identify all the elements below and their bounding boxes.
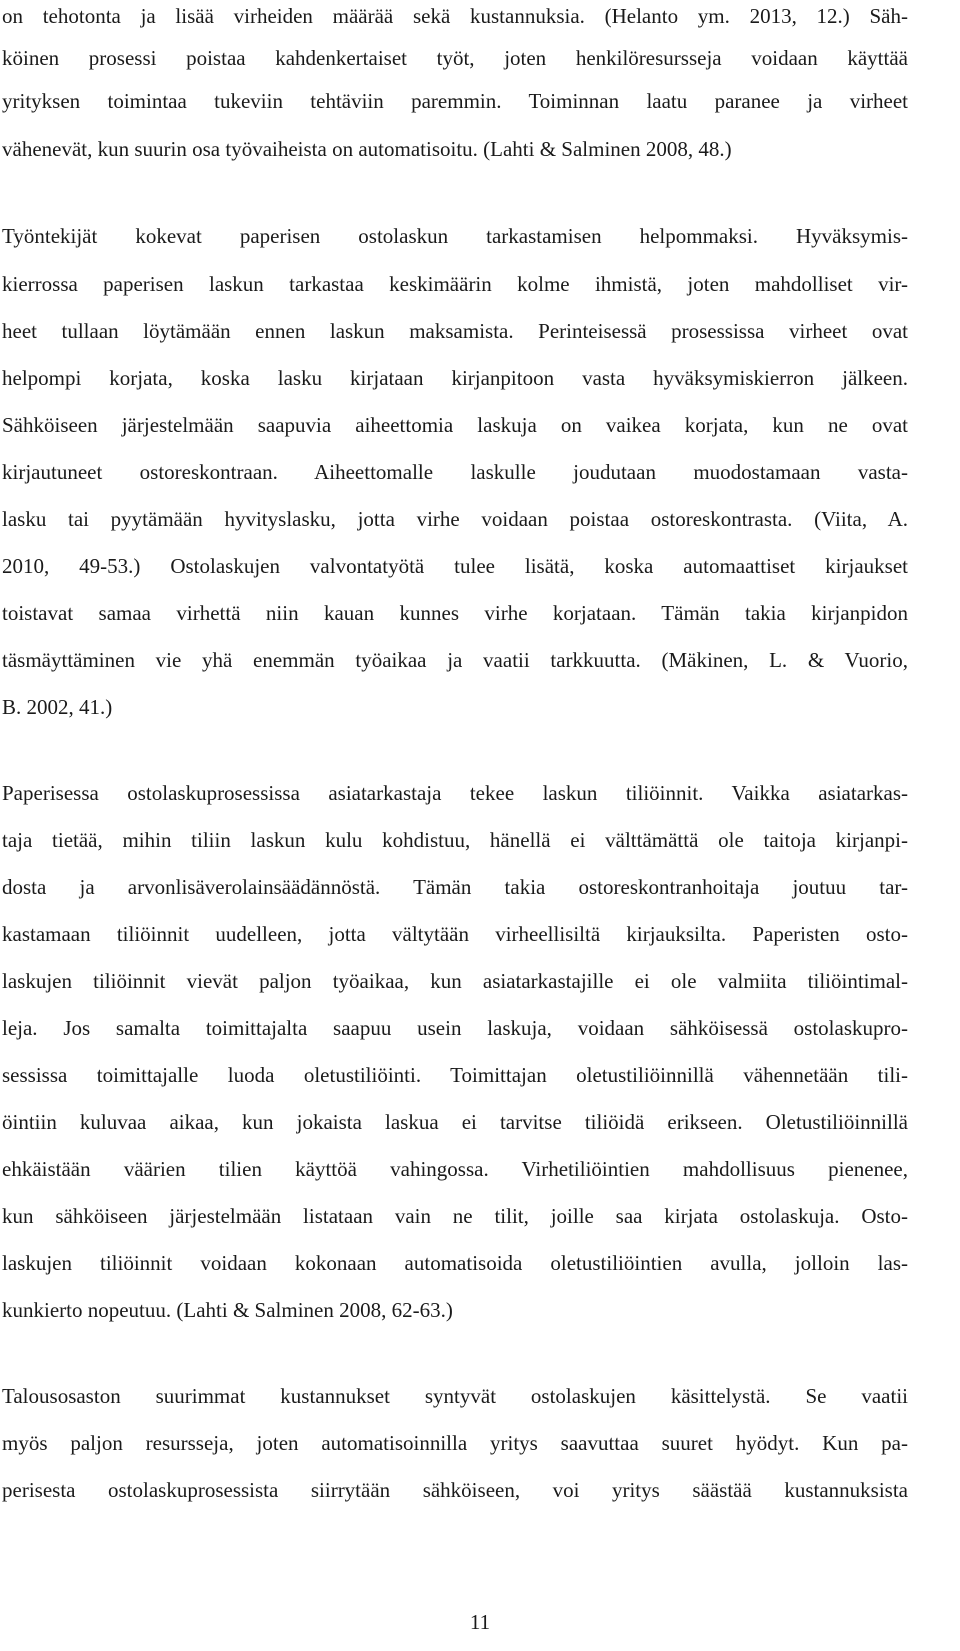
paragraph-line: täsmäyttäminen vie yhä enemmän työaikaa ja vaatii tarkkuutta. (Mäkinen, L. & Vuorio,	[2, 648, 908, 672]
paragraph-line: taja tietää, mihin tiliin laskun kulu kohdistuu, hänellä ei välttämättä ole taitoja kirjanpi-	[2, 828, 908, 852]
paragraph-line: kunkierto nopeutuu. (Lahti & Salminen 2008, 62-63.)	[2, 1298, 453, 1322]
paragraph-line: on tehotonta ja lisää virheiden määrää sekä kustannuksia. (Helanto ym. 2013, 12.) Säh-	[2, 4, 908, 28]
paragraph-line: lasku tai pyytämään hyvityslasku, jotta virhe voidaan poistaa ostoreskontrasta. (Viita, A.	[2, 507, 908, 531]
paragraph-line: 2010, 49-53.) Ostolaskujen valvontatyötä tulee lisätä, koska automaattiset kirjaukset	[2, 554, 908, 578]
paragraph-line: sessissa toimittajalle luoda oletustiliöinti. Toimittajan oletustiliöinnillä vähennetään tili-	[2, 1063, 908, 1087]
paragraph-line: köinen prosessi poistaa kahdenkertaiset työt, joten henkilöresursseja voidaan käyttää	[2, 46, 908, 70]
paragraph-line: Sähköiseen järjestelmään saapuvia aiheettomia laskuja on vaikea korjata, kun ne ovat	[2, 413, 908, 437]
paragraph-line: vähenevät, kun suurin osa työvaiheista on automatisoitu. (Lahti & Salminen 2008, 48.)	[2, 137, 732, 161]
paragraph-line: öintiin kuluvaa aikaa, kun jokaista laskua ei tarvitse tiliöidä erikseen. Oletustiliöinnillä	[2, 1110, 908, 1134]
paragraph-line: dosta ja arvonlisäverolainsäädännöstä. Tämän takia ostoreskontranhoitaja joutuu tar-	[2, 875, 908, 899]
paragraph-line: kun sähköiseen järjestelmään listataan vain ne tilit, joille saa kirjata ostolaskuja. Osto-	[2, 1204, 908, 1228]
paragraph-line: B. 2002, 41.)	[2, 695, 113, 719]
paragraph-line: heet tullaan löytämään ennen laskun maksamista. Perinteisessä prosessissa virheet ovat	[2, 319, 908, 343]
paragraph-line: laskujen tiliöinnit voidaan kokonaan automatisoida oletustiliöintien avulla, jolloin las-	[2, 1251, 908, 1275]
paragraph-line: ehkäistään väärien tilien käyttöä vahingossa. Virhetiliöintien mahdollisuus pienenee,	[2, 1157, 908, 1181]
paragraph-line: Talousosaston suurimmat kustannukset syntyvät ostolaskujen käsittelystä. Se vaatii	[2, 1384, 908, 1408]
paragraph-line: toistavat samaa virhettä niin kauan kunnes virhe korjataan. Tämän takia kirjanpidon	[2, 601, 908, 625]
paragraph-line: kastamaan tiliöinnit uudelleen, jotta vältytään virheellisiltä kirjauksilta. Paperisten osto-	[2, 922, 908, 946]
paragraph-line: Paperisessa ostolaskuprosessissa asiatarkastaja tekee laskun tiliöinnit. Vaikka asiatarkas-	[2, 781, 908, 805]
paragraph-line: kirjautuneet ostoreskontraan. Aiheettomalle laskulle joudutaan muodostamaan vasta-	[2, 460, 908, 484]
paragraph-line: yrityksen toimintaa tukeviin tehtäviin paremmin. Toiminnan laatu paranee ja virheet	[2, 89, 908, 113]
paragraph-line: Työntekijät kokevat paperisen ostolaskun tarkastamisen helpommaksi. Hyväksymis-	[2, 224, 908, 248]
paragraph-line: perisesta ostolaskuprosessista siirrytään sähköiseen, voi yritys säästää kustannuksista	[2, 1478, 908, 1502]
paragraph-line: leja. Jos samalta toimittajalta saapuu usein laskuja, voidaan sähköisessä ostolaskupro-	[2, 1016, 908, 1040]
paragraph-line: myös paljon resursseja, joten automatisoinnilla yritys saavuttaa suuret hyödyt. Kun pa-	[2, 1431, 908, 1455]
paragraph-line: helpompi korjata, koska lasku kirjataan kirjanpitoon vasta hyväksymiskierron jälkeen.	[2, 366, 908, 390]
paragraph-line: laskujen tiliöinnit vievät paljon työaikaa, kun asiatarkastajille ei ole valmiita tiliöintimal-	[2, 969, 908, 993]
paragraph-line: kierrossa paperisen laskun tarkastaa keskimäärin kolme ihmistä, joten mahdolliset vir-	[2, 272, 908, 296]
page-number: 11	[469, 1610, 491, 1634]
